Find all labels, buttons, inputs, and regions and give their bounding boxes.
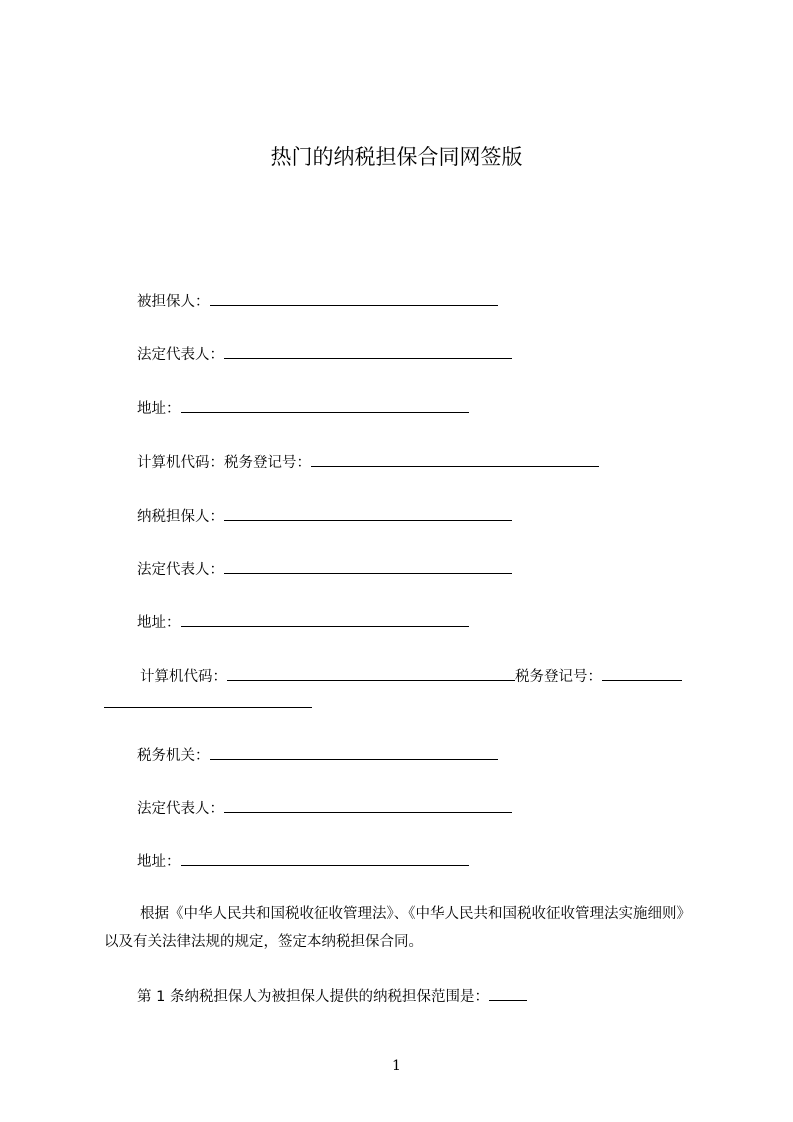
tax-authority-line: [137, 744, 498, 766]
address-3-label: 地址：: [137, 854, 181, 870]
article-1-text: 第 1 条纳税担保人为被担保人提供的纳税担保范围是：: [137, 989, 489, 1005]
document-title: 热门的纳税担保合同网签版: [270, 145, 523, 169]
address-2-blank[interactable]: [181, 611, 469, 627]
tax-registration-2-label: 税务登记号：: [515, 669, 602, 685]
tax-guarantor-label: 纳税担保人：: [137, 509, 224, 525]
legal-rep-1-label: 法定代表人：: [137, 347, 224, 363]
address-1-line: [137, 397, 469, 419]
page-number: 1: [392, 1058, 401, 1074]
tax-guarantor-blank[interactable]: [224, 505, 512, 521]
address-1-blank[interactable]: [181, 397, 469, 413]
address-2-line: [137, 611, 469, 633]
code-registration-1-blank[interactable]: [311, 451, 599, 467]
tax-registration-2-continuation: [104, 692, 312, 714]
code-registration-2-line: [140, 665, 682, 687]
guaranteed-party-label: 被担保人：: [137, 294, 210, 310]
address-1-label: 地址：: [137, 401, 181, 417]
tax-guarantor-line: [137, 505, 512, 527]
computer-code-2-label: 计算机代码：: [140, 669, 227, 685]
legal-rep-2-line: [137, 558, 512, 580]
basis-paragraph: 根据《中华人民共和国税收征收管理法》、《中华人民共和国税收征收管理法实施细则》以及有关法律法规的规定，签定本纳税担保合同。: [104, 906, 691, 950]
legal-rep-3-line: [137, 797, 512, 819]
article-1-line: [137, 985, 527, 1007]
legal-rep-1-blank[interactable]: [224, 343, 512, 359]
guaranteed-party-blank[interactable]: [210, 290, 498, 306]
tax-registration-2-blank-continued[interactable]: [104, 692, 312, 708]
code-registration-1-line: [137, 451, 599, 473]
tax-authority-blank[interactable]: [210, 744, 498, 760]
legal-rep-3-label: 法定代表人：: [137, 801, 224, 817]
computer-code-2-blank[interactable]: [227, 665, 515, 681]
address-2-label: 地址：: [137, 615, 181, 631]
legal-rep-1-line: [137, 343, 512, 365]
address-3-blank[interactable]: [181, 850, 469, 866]
guaranteed-party-line: [137, 290, 498, 312]
tax-registration-2-blank[interactable]: [602, 665, 682, 681]
address-3-line: [137, 850, 469, 872]
legal-rep-2-blank[interactable]: [224, 558, 512, 574]
code-registration-1-label: 计算机代码：税务登记号：: [137, 455, 311, 471]
legal-rep-2-label: 法定代表人：: [137, 562, 224, 578]
tax-authority-label: 税务机关：: [137, 748, 210, 764]
article-1-blank[interactable]: [489, 985, 527, 1001]
legal-rep-3-blank[interactable]: [224, 797, 512, 813]
